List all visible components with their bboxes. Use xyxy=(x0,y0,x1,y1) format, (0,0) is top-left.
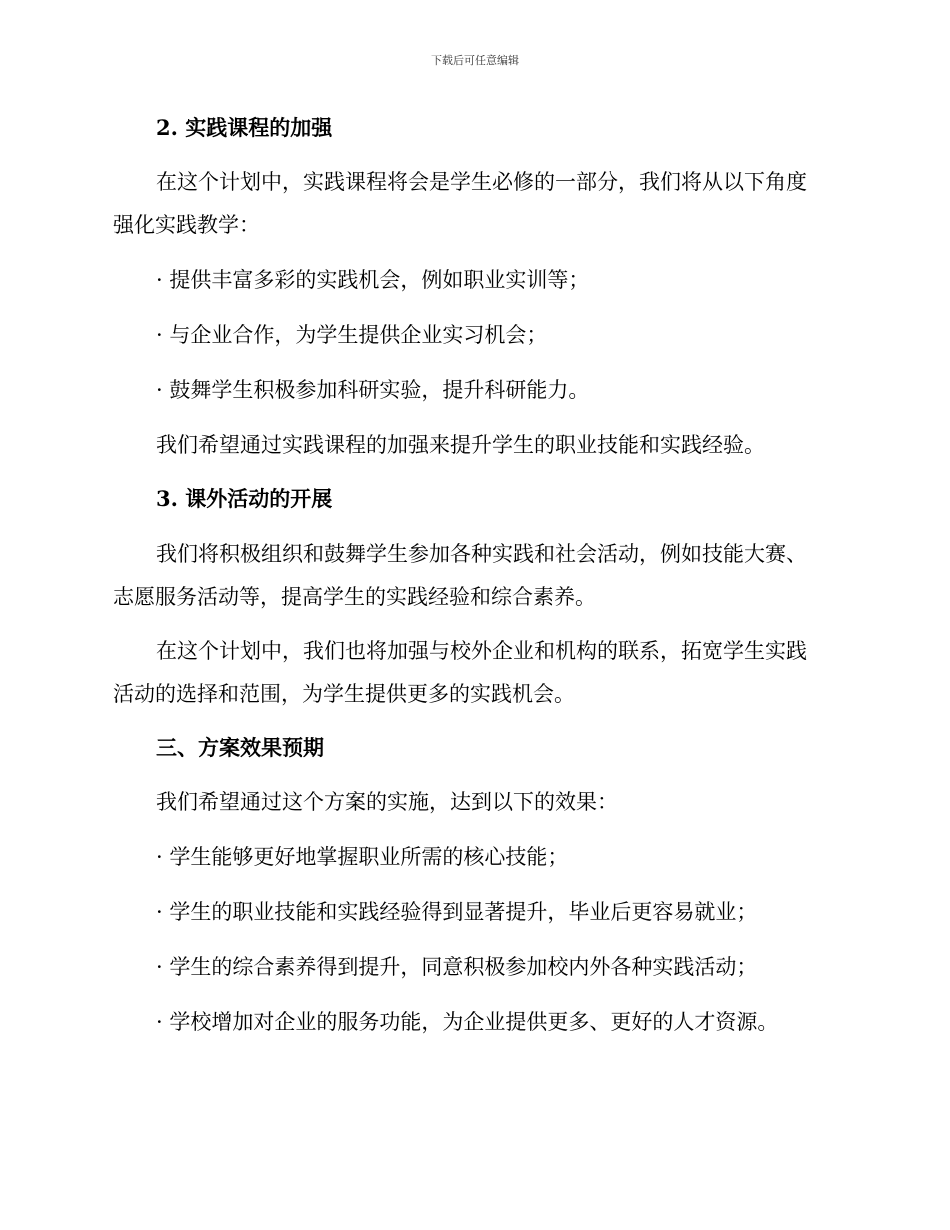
paragraph-line: 我们将积极组织和鼓舞学生参加各种实践和社会活动，例如技能大赛、 xyxy=(156,542,807,566)
paragraph-line: 我们希望通过实践课程的加强来提升学生的职业技能和实践经验。 xyxy=(156,433,765,457)
bullet-item: · 学生能够更好地掌握职业所需的核心技能； xyxy=(156,845,569,869)
paragraph-line: 强化实践教学： xyxy=(113,213,260,237)
bullet-item: · 学生的综合素养得到提升，同意积极参加校内外各种实践活动； xyxy=(156,955,758,979)
chapter-heading-expected-effects: 三、方案效果预期 xyxy=(156,735,324,760)
section-heading-practice-courses: 2. 实践课程的加强 xyxy=(156,115,333,140)
bullet-item: · 学校增加对企业的服务功能，为企业提供更多、更好的人才资源。 xyxy=(156,1010,779,1034)
bullet-item: · 提供丰富多彩的实践机会，例如职业实训等； xyxy=(156,268,590,292)
bullet-item: · 鼓舞学生积极参加科研实验，提升科研能力。 xyxy=(156,378,590,402)
paragraph-line: 我们希望通过这个方案的实施，达到以下的效果： xyxy=(156,790,618,814)
page-header: 下载后可任意编辑 xyxy=(431,54,519,67)
paragraph-line: 在这个计划中，我们也将加强与校外企业和机构的联系，拓宽学生实践 xyxy=(156,639,807,663)
bullet-item: · 学生的职业技能和实践经验得到显著提升，毕业后更容易就业； xyxy=(156,900,758,924)
paragraph-line: 志愿服务活动等，提高学生的实践经验和综合素养。 xyxy=(113,585,596,609)
paragraph-line: 在这个计划中，实践课程将会是学生必修的一部分，我们将从以下角度 xyxy=(156,170,807,194)
bullet-item: · 与企业合作，为学生提供企业实习机会； xyxy=(156,323,548,347)
paragraph-line: 活动的选择和范围，为学生提供更多的实践机会。 xyxy=(113,682,575,706)
section-heading-extracurricular: 3. 课外活动的开展 xyxy=(156,486,333,511)
